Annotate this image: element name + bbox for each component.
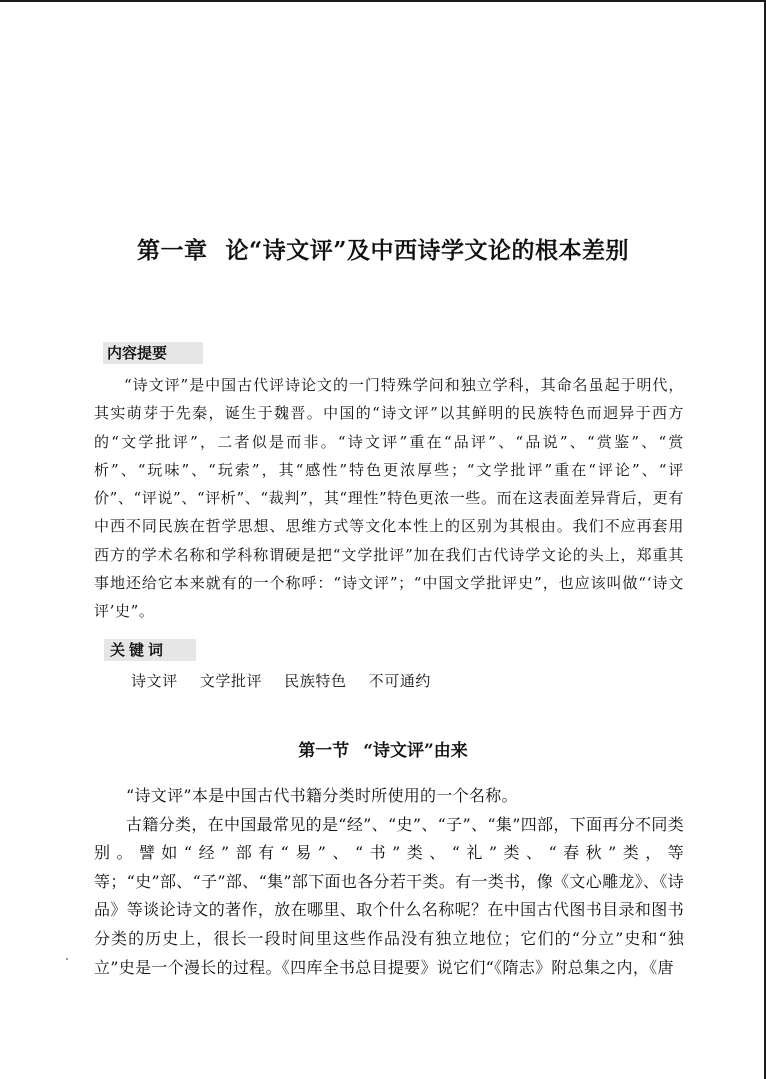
chapter-heading: [0, 232, 766, 265]
body-paragraph: “诗文评”本是中国古代书籍分类时所使用的一个名称。: [126, 786, 518, 805]
section-heading: [0, 736, 766, 761]
section-title: “诗文评”由来: [363, 741, 468, 761]
keyword-item: 不可通约: [368, 672, 432, 690]
body-paragraph: 古籍分类，在中国最常见的是“经”、“史”、“子”、“集”四部，下面再分不同类别。譬如“经”部有“易”、“书”类、“礼”类、“春秋”类，等等；“史”部、“子”部、“集”部下面也各分若干类。有一类书，像《文心雕龙》、《诗品》等谈论诗文的著作，放在哪里、取个什么名称呢？在中国古代图书目录和图书分类的历史上，很长一段时间里这些作品没有独立地位；它们的“分立”史和“独立”史是一个漫长的过程。《四库全书总目提要》说它们“《隋志》附总集之内，《唐: [94, 814, 684, 977]
body-text: [94, 782, 684, 982]
scan-speck: [66, 958, 68, 960]
summary-heading: 内容提要: [103, 342, 203, 364]
keywords-list: [131, 670, 453, 692]
keyword-item: 民族特色: [284, 672, 347, 690]
summary-text: “诗文评”是中国古代评诗论文的一门特殊学问和独立学科，其命名虽起于明代，其实萌芽于先秦，诞生于魏晋。中国的“诗文评”以其鲜明的民族特色而迥异于西方的“文学批评”，二者似是而非。“诗文评”重在“品评”、“品说”、“赏鉴”、“赏析”、“玩味”、“玩索”，其“感性”特色更浓厚些；“文学批评”重在“评论”、“评价”、“评说”、“评析”、“裁判”，其“理性”特色更浓一些。而在这表面差异背后，更有中西不同民族在哲学思想、思维方式等文化本性上的区别为其根由。我们不应再套用西方的学术名称和学科称谓硬是把“文学批评”加在我们古代诗学文论的头上，郑重其事地还给它本来就有的一个称呼：“诗文评”；“中国文学批评史”，也应该叫做“‘诗文评’史”。: [94, 376, 684, 621]
keyword-item: 文学批评: [199, 672, 263, 690]
keyword-item: 诗文评: [131, 672, 178, 690]
chapter-title: 论“诗文评”及中西诗学文论的根本差别: [225, 237, 629, 264]
keywords-heading: 关键词: [104, 639, 196, 661]
chapter-number: 第一章: [137, 237, 208, 264]
section-number: 第一节: [298, 741, 350, 761]
